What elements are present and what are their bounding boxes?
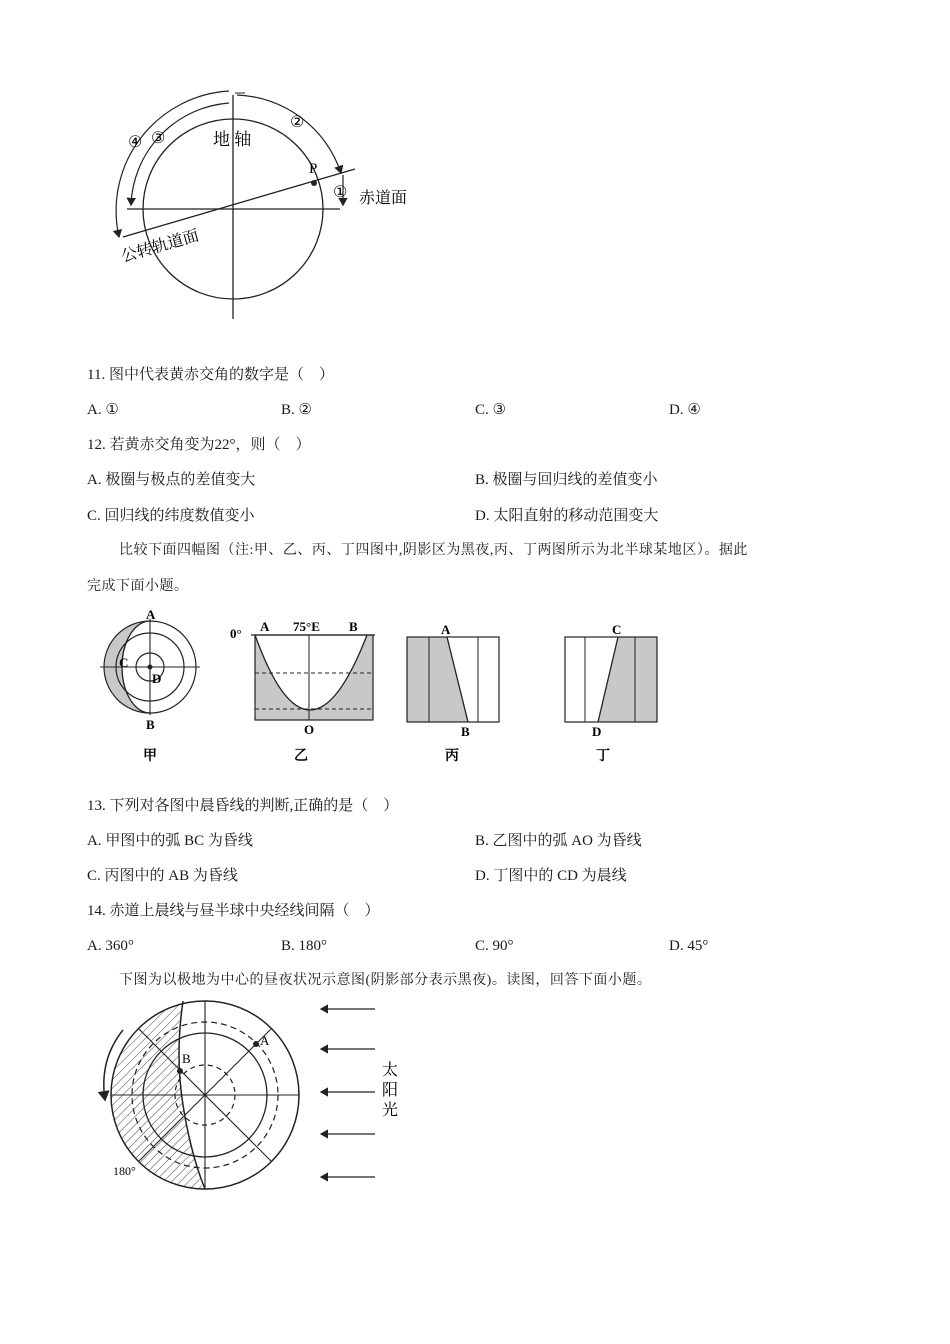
four-diagrams-figure [95,605,675,770]
yi-caption: 乙 [294,749,308,764]
jia-label-a: A [146,607,156,622]
sunlight-char-3: 光 [382,1102,399,1119]
q11-option-b[interactable]: B. ② [281,402,312,418]
point-b [177,1068,183,1074]
intro3-line1: 下图为以极地为中心的昼夜状况示意图(阴影部分表示黑夜)。读图，回答下面小题。 [119,973,652,988]
jia-label-c: C [119,655,129,670]
q11-option-c[interactable]: C. ③ [475,402,506,418]
label-a: A [260,1033,270,1048]
jia-caption: 甲 [143,749,157,764]
yi-meridian-label: 75°E [293,619,320,634]
q12-option-a[interactable]: A. 极圈与极点的差值变大 [87,472,256,488]
p-label: P [309,161,318,177]
marker-1: ① [333,184,348,201]
ding-label-c: C [612,622,622,637]
ding-caption: 丁 [596,749,610,764]
q13-option-c[interactable]: C. 丙图中的 AB 为昏线 [87,868,238,884]
equator-label: 赤道面 [359,190,408,207]
bing-caption: 丙 [445,749,459,764]
q14-option-b[interactable]: B. 180° [281,938,328,954]
intro2-line1: 比较下面四幅图（注:甲、乙、丙、丁四图中,阴影区为黑夜,丙、丁两图所示为北半球某地区）。据此 [119,543,748,558]
q13-option-a[interactable]: A. 甲图中的弧 BC 为昏线 [87,833,253,849]
label-b: B [182,1051,191,1066]
yi-zero-label: 0° [230,626,242,641]
yi-label-a: A [260,619,270,634]
diagram-jia [100,607,200,764]
point-a [253,1041,259,1047]
arc-4 [116,91,229,237]
q14-stem: 14. 赤道上晨线与昼半球中央经线间隔（ ） [87,903,380,919]
point-p [311,180,317,186]
q13-stem: 13. 下列对各图中晨昏线的判断,正确的是（ ） [87,798,399,814]
q14-option-d[interactable]: D. 45° [669,938,709,954]
marker-3: ③ [151,130,166,147]
marker-2: ② [290,114,305,131]
q12-stem: 12. 若黄赤交角变为22°，则（ ） [87,437,311,453]
polar-daynight-figure [95,995,415,1195]
obliquity-figure [95,85,435,325]
diagram-bing [407,622,499,764]
orbit-label: 公转轨道面 [119,227,202,266]
ding-label-d: D [592,724,602,739]
jia-label-b: B [146,717,155,732]
diagram-yi [230,619,375,764]
q13-option-b[interactable]: B. 乙图中的弧 AO 为昏线 [475,833,642,849]
q13-option-d[interactable]: D. 丁图中的 CD 为晨线 [475,868,627,884]
q11-option-d[interactable]: D. ④ [669,402,701,418]
axis-label: 地 轴 [213,130,252,149]
q12-option-c[interactable]: C. 回归线的纬度数值变小 [87,508,255,524]
bing-label-b: B [461,724,470,739]
q12-option-d[interactable]: D. 太阳直射的移动范围变大 [475,508,659,524]
sunlight-char-1: 太 [382,1062,399,1079]
arc-2 [237,95,341,173]
marker-4: ④ [128,134,143,151]
q11-option-a[interactable]: A. ① [87,402,119,418]
bing-label-a: A [441,622,451,637]
q14-option-a[interactable]: A. 360° [87,938,134,954]
diagram-ding [565,622,657,764]
equator-plane-line [123,169,355,237]
q12-option-b[interactable]: B. 极圈与回归线的差值变小 [475,472,658,488]
jia-label-d: D [152,671,162,686]
intro2-line2: 完成下面小题。 [87,579,189,594]
sunlight-char-2: 阳 [382,1082,399,1099]
label-180: 180° [113,1164,136,1178]
q14-option-c[interactable]: C. 90° [475,938,514,954]
yi-label-b: B [349,619,358,634]
q11-stem: 11. 图中代表黄赤交角的数字是（ ） [87,367,334,383]
yi-label-o: O [304,722,315,737]
